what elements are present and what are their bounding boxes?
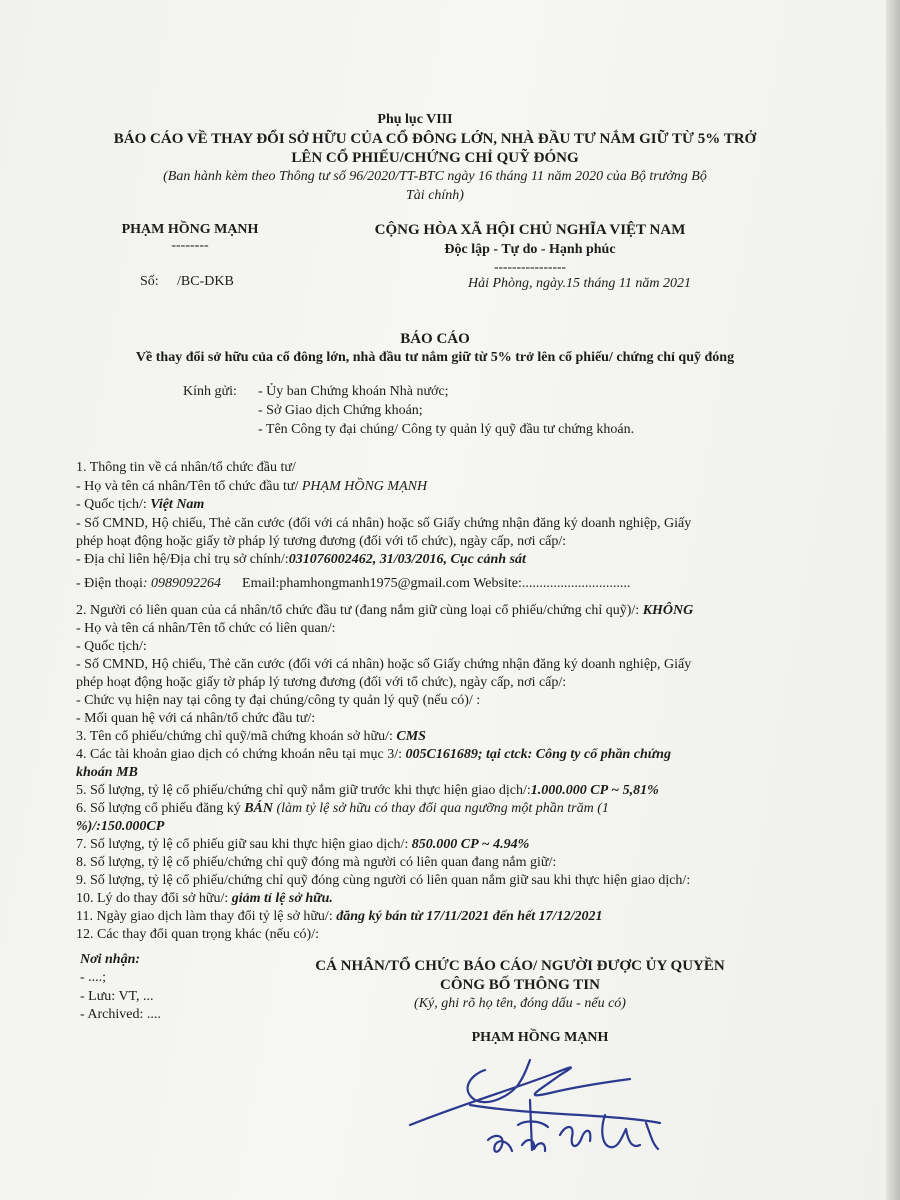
republic-heading: CỘNG HÒA XÃ HỘI CHỦ NGHĨA VIỆT NAM xyxy=(374,222,686,238)
investor-name-row xyxy=(76,479,427,495)
related-relation-label: - Mối quan hệ với cá nhân/tổ chức đầu tư/: xyxy=(76,711,316,726)
related-nationality-label: - Quốc tịch/: xyxy=(76,639,147,654)
issued-note-line2: Tài chính) xyxy=(406,188,464,203)
footer-recipient-item: - Lưu: VT, ... xyxy=(80,989,154,1004)
investor-name-label: - Họ và tên cá nhân/Tên tổ chức đầu tư/ xyxy=(76,479,299,494)
item11-row xyxy=(76,909,602,925)
footer-recipients-title: Nơi nhận: xyxy=(80,952,141,967)
phone-label: - Điện thoại xyxy=(76,576,143,591)
address-value: 031076002462, 31/03/2016, Cục cảnh sát xyxy=(288,552,526,567)
item4-value: 005C161689; tại ctck: Công ty cổ phần chứng xyxy=(402,747,671,762)
doc-number-value: /BC-DKB xyxy=(177,274,234,289)
nationality-label: - Quốc tịch/: xyxy=(76,497,147,512)
recipients-label: Kính gửi: xyxy=(183,384,237,399)
item4-row xyxy=(76,747,671,763)
investor-address-row xyxy=(76,552,526,568)
investor-contact-row xyxy=(76,576,630,592)
website-label: Website: xyxy=(473,576,522,591)
signer-title-line2: CÔNG BỐ THÔNG TIN xyxy=(440,977,600,993)
item3-row xyxy=(76,729,426,745)
report-subtitle: Về thay đổi sở hữu của cổ đông lớn, nhà đầu tư nắm giữ từ 5% trở lên cổ phiếu/ chứng chỉ quỹ đóng xyxy=(135,350,735,365)
report-title: BÁO CÁO xyxy=(400,331,470,347)
item4-label: 4. Các tài khoản giao dịch có chứng khoán nêu tại mục 3/: xyxy=(76,747,402,762)
item7-label: 7. Số lượng, tỷ lệ cổ phiếu giữ sau khi thực hiện giao dịch/: xyxy=(76,837,409,852)
handwritten-signature xyxy=(400,1045,700,1175)
footer-recipient-item: - Archived: .... xyxy=(80,1007,161,1022)
nationality-value: Việt Nam xyxy=(146,497,205,512)
email-label: Email: xyxy=(242,576,280,591)
item10-label: 10. Lý do thay đổi sở hữu/: xyxy=(76,891,229,906)
signer-note: (Ký, ghi rõ họ tên, đóng dấu - nếu có) xyxy=(414,996,626,1011)
website-value: ............................... xyxy=(521,576,631,591)
document-title-line2: LÊN CỔ PHIẾU/CHỨNG CHỈ QUỸ ĐÓNG xyxy=(291,150,579,166)
section1-heading: 1. Thông tin về cá nhân/tổ chức đầu tư/ xyxy=(76,460,296,475)
item6-note: (làm tỷ lệ sở hữu có thay đổi qua ngưỡng một phần trăm (1 xyxy=(273,801,609,816)
item5-row xyxy=(76,783,659,799)
item11-value: đăng ký bán từ 17/11/2021 đến hết 17/12/2021 xyxy=(332,909,603,924)
item7-value: 850.000 CP ~ 4.94% xyxy=(408,837,530,852)
signer-name: PHẠM HỒNG MẠNH xyxy=(471,1030,609,1045)
footer-recipient-item: - ....; xyxy=(80,970,107,985)
section2-heading-value: KHÔNG xyxy=(639,603,694,618)
item6-action: BÁN xyxy=(240,801,273,816)
recipient-item: - Ủy ban Chứng khoán Nhà nước; xyxy=(258,384,449,399)
place-date: Hải Phòng, ngày.15 tháng 11 năm 2021 xyxy=(468,276,691,291)
item6-row xyxy=(76,801,609,817)
motto-divider: ---------------- xyxy=(494,259,566,274)
related-name-label: - Họ và tên cá nhân/Tên tổ chức có liên quan/: xyxy=(76,621,336,636)
item8-label: 8. Số lượng, tỷ lệ cổ phiếu/chứng chỉ quỹ đóng mà người có liên quan đang nắm giữ/: xyxy=(76,855,557,870)
document-title-line1: BÁO CÁO VỀ THAY ĐỔI SỞ HỮU CỦA CỔ ĐÔNG LỚN, NHÀ ĐẦU TƯ NẮM GIỮ TỪ 5% TRỞ xyxy=(113,131,757,147)
investor-id-line2: phép hoạt động hoặc giấy tờ pháp lý tương đương (đối với tổ chức), ngày cấp, nơi cấp/: xyxy=(76,534,567,549)
motto: Độc lập - Tự do - Hạnh phúc xyxy=(444,242,616,257)
section2-heading: 2. Người có liên quan của cá nhân/tổ chức đầu tư (đang nắm giữ cùng loại cổ phiếu/chứng chỉ quỹ)/: xyxy=(76,603,640,618)
investor-id-line1: - Số CMND, Hộ chiếu, Thẻ căn cước (đối với cá nhân) hoặc số Giấy chứng nhận đăng ký doanh nghiệp, Giấy xyxy=(76,516,692,531)
recipient-item: - Tên Công ty đại chúng/ Công ty quản lý quỹ đầu tư chứng khoán. xyxy=(258,422,635,437)
sender-divider: -------- xyxy=(171,238,209,253)
item12-label: 12. Các thay đổi quan trọng khác (nếu có)/: xyxy=(76,927,319,942)
sender-name: PHẠM HỒNG MẠNH xyxy=(121,222,259,237)
investor-name-value: PHẠM HỒNG MẠNH xyxy=(298,479,428,494)
item5-label: 5. Số lượng, tỷ lệ cổ phiếu/chứng chỉ quỹ nắm giữ trước khi thực hiện giao dịch/: xyxy=(76,783,531,798)
related-id-line1: - Số CMND, Hộ chiếu, Thẻ căn cước (đối với cá nhân) hoặc số Giấy chứng nhận đăng ký doanh nghiệp, Giấy xyxy=(76,657,692,672)
related-id-line2: phép hoạt động hoặc giấy tờ pháp lý tương đương (đối với tổ chức), ngày cấp, nơi cấp/: xyxy=(76,675,567,690)
item3-value: CMS xyxy=(392,729,426,744)
item11-label: 11. Ngày giao dịch làm thay đổi tỷ lệ sở hữu/: xyxy=(76,909,333,924)
section2-heading-row xyxy=(76,603,693,619)
investor-nationality-row xyxy=(76,497,204,513)
related-position-label: - Chức vụ hiện nay tại công ty đại chúng/công ty quản lý quỹ (nếu có)/ : xyxy=(76,693,481,708)
phone-value: : 0989092264 xyxy=(142,576,222,591)
recipient-item: - Sở Giao dịch Chứng khoán; xyxy=(258,403,423,418)
item4-value-cont: khoán MB xyxy=(76,765,138,780)
item6-label: 6. Số lượng cổ phiếu đăng ký xyxy=(76,801,241,816)
item9-label: 9. Số lượng, tỷ lệ cổ phiếu/chứng chỉ quỹ đóng cùng người có liên quan nắm giữ sau khi thực hiện giao dịch/: xyxy=(76,873,691,888)
item5-value: 1.000.000 CP ~ 5,81% xyxy=(530,783,659,798)
email-value: phamhongmanh1975@gmail.com xyxy=(279,576,470,591)
address-label: - Địa chỉ liên hệ/Địa chỉ trụ sở chính/: xyxy=(76,552,289,567)
item10-row xyxy=(76,891,333,907)
item10-value: giảm tỉ lệ sở hữu. xyxy=(228,891,333,906)
appendix-label: Phụ lục VIII xyxy=(377,112,453,127)
issued-note-line1: (Ban hành kèm theo Thông tư số 96/2020/TT-BTC ngày 16 tháng 11 năm 2020 của Bộ trưởng Bộ xyxy=(163,169,707,184)
page-edge-shadow xyxy=(886,0,900,1200)
item6-value: %)/:150.000CP xyxy=(76,819,165,834)
item7-row xyxy=(76,837,529,853)
doc-number-label: Số: xyxy=(140,274,159,289)
item3-label: 3. Tên cổ phiếu/chứng chỉ quỹ/mã chứng khoán sở hữu/: xyxy=(76,729,393,744)
signer-title-line1: CÁ NHÂN/TỔ CHỨC BÁO CÁO/ NGƯỜI ĐƯỢC ỦY QUYỀN xyxy=(315,958,725,974)
